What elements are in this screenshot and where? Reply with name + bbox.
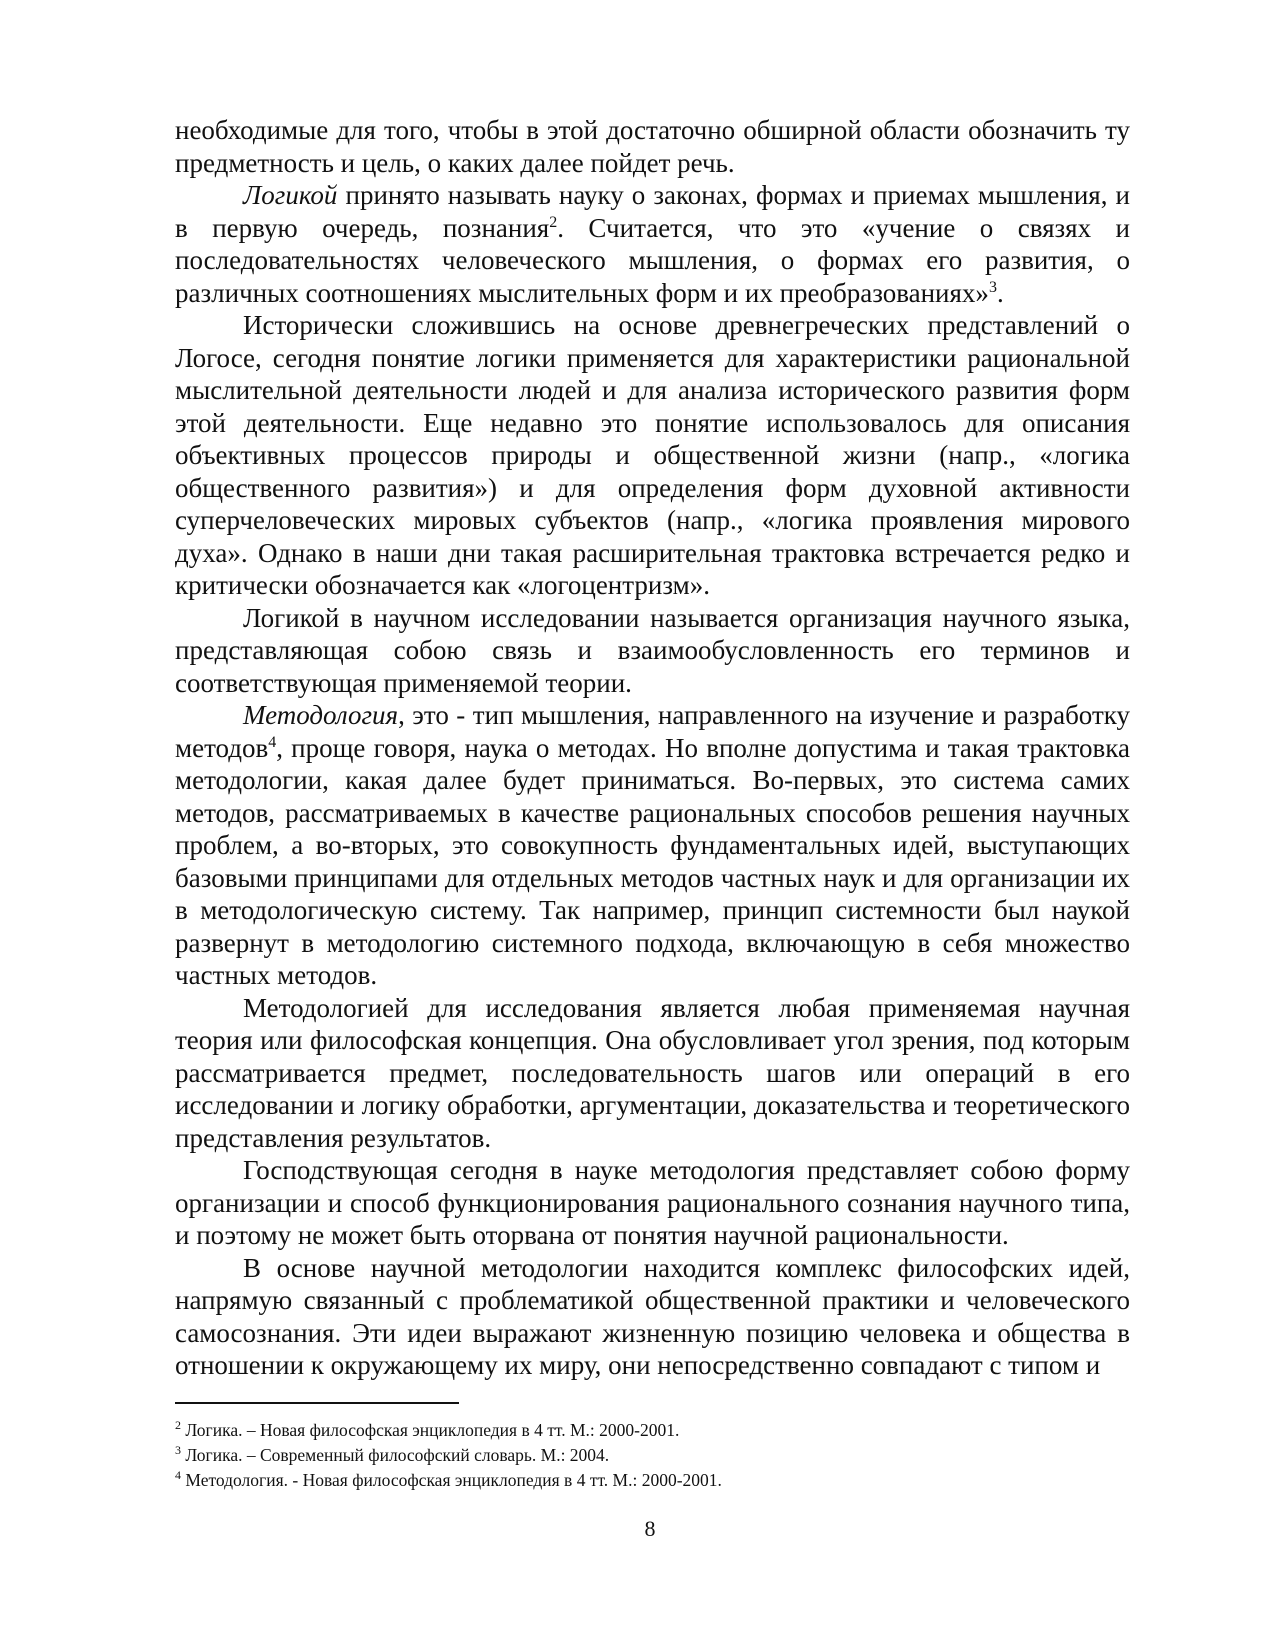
paragraph (175, 309, 1130, 602)
term-methodology: Методология (243, 700, 399, 730)
paragraph-text: . (996, 277, 1004, 308)
page-number: 8 (644, 1516, 656, 1541)
paragraph-text: Господствующая сегодня в науке методология представляет собою форму организации и способ функционирования рационального сознания научного типа, и поэтому не может быть оторвана от понятия научной рациональности. (175, 1155, 1130, 1250)
paragraph-text: Логикой в научном исследовании называется организация научного языка, представляющая собою связь и взаимообусловленность его терминов и соответствующая применяемой теории. (175, 602, 1130, 698)
paragraph (175, 1252, 1130, 1382)
paragraph (175, 699, 1130, 992)
paragraph (175, 602, 1130, 700)
footnote (175, 1468, 1130, 1493)
paragraph-text: В основе научной методологии находится комплекс философских идей, напрямую связанный с проблематикой общественной практики и человеческого самосознания. Эти идеи выражают жизненную позицию человека и общества в отношении к окружающему их миру, они непосредственно совпадают с типом и (175, 1252, 1130, 1380)
footnote-ref: 4 (268, 733, 277, 751)
footnote-mark: 2 (175, 1418, 181, 1433)
footnotes (175, 1418, 1130, 1493)
paragraph-text: , проще говоря, наука о методах. Но вполне допустима и такая трактовка методологии, какая далее будет приниматься. Во-первых, это система самих методов, рассматриваемых в качестве рациональных способов решения научных проблем, а во-вторых, это совокупность фундаментальных идей, выступающих базовыми принципами для отдельных методов частных наук и для организации их в методологическую систему. Так например, принцип системности был наукой развернут в методологию системного подхода, включающую в себя множество частных методов. (175, 732, 1130, 990)
footnote-mark: 3 (175, 1443, 181, 1458)
footnote-text: Логика. – Современный философский словарь. М.: 2004. (181, 1445, 610, 1465)
footnote (175, 1418, 1130, 1443)
footnote-ref: 3 (988, 278, 997, 296)
term-logic: Логикой (243, 180, 338, 210)
footnote (175, 1443, 1130, 1468)
footnote-text: Логика. – Новая философская энциклопедия в 4 тт. М.: 2000-2001. (181, 1420, 680, 1440)
paragraph-text: необходимые для того, чтобы в этой достаточно обширной области обозначить ту предметность и цель, о каких далее пойдет речь. (175, 115, 1130, 178)
paragraph-text: . Считается, что это «учение о связях и последовательностях человеческого мышления, о формах его развития, о различных соотношениях мыслительных форм и их преобразованиях» (175, 212, 1131, 308)
footnote-separator (175, 1402, 459, 1404)
paragraph (175, 1154, 1130, 1252)
paragraph-text: Методологией для исследования является любая применяемая научная теория или философская концепция. Она обусловливает угол зрения, под которым рассматривается предмет, последовательность шагов или операций в его исследовании и логику обработки, аргументации, доказательства и теоретического представления результатов. (175, 992, 1130, 1153)
footnote-text: Методология. - Новая философская энциклопедия в 4 тт. М.: 2000-2001. (181, 1470, 722, 1490)
body-text (175, 114, 1130, 1382)
paragraph (175, 992, 1130, 1155)
paragraph (175, 179, 1130, 309)
paragraph-text: Исторически сложившись на основе древнегреческих представлений о Логосе, сегодня понятие логики применяется для характеристики рациональной мыслительной деятельности людей и для анализа исторического развития форм этой деятельности. Еще недавно это понятие использовалось для описания объективных процессов природы и общественной жизни (напр., «логика общественного развития») и для определения форм духовной активности суперчеловеческих мировых субъектов (напр., «логика проявления мирового духа». Однако в наши дни такая расширительная трактовка встречается редко и критически обозначается как «логоцентризм». (175, 310, 1130, 600)
footnote-mark: 4 (175, 1468, 181, 1483)
paragraph-text: принято называть науку о законах, формах и приемах мышления, и в первую очередь, познания (175, 180, 1130, 243)
paragraph (175, 114, 1130, 179)
footnote-ref: 2 (549, 213, 558, 231)
paragraph-text: , это - тип мышления, направленного на изучение и разработку методов (175, 700, 1130, 763)
